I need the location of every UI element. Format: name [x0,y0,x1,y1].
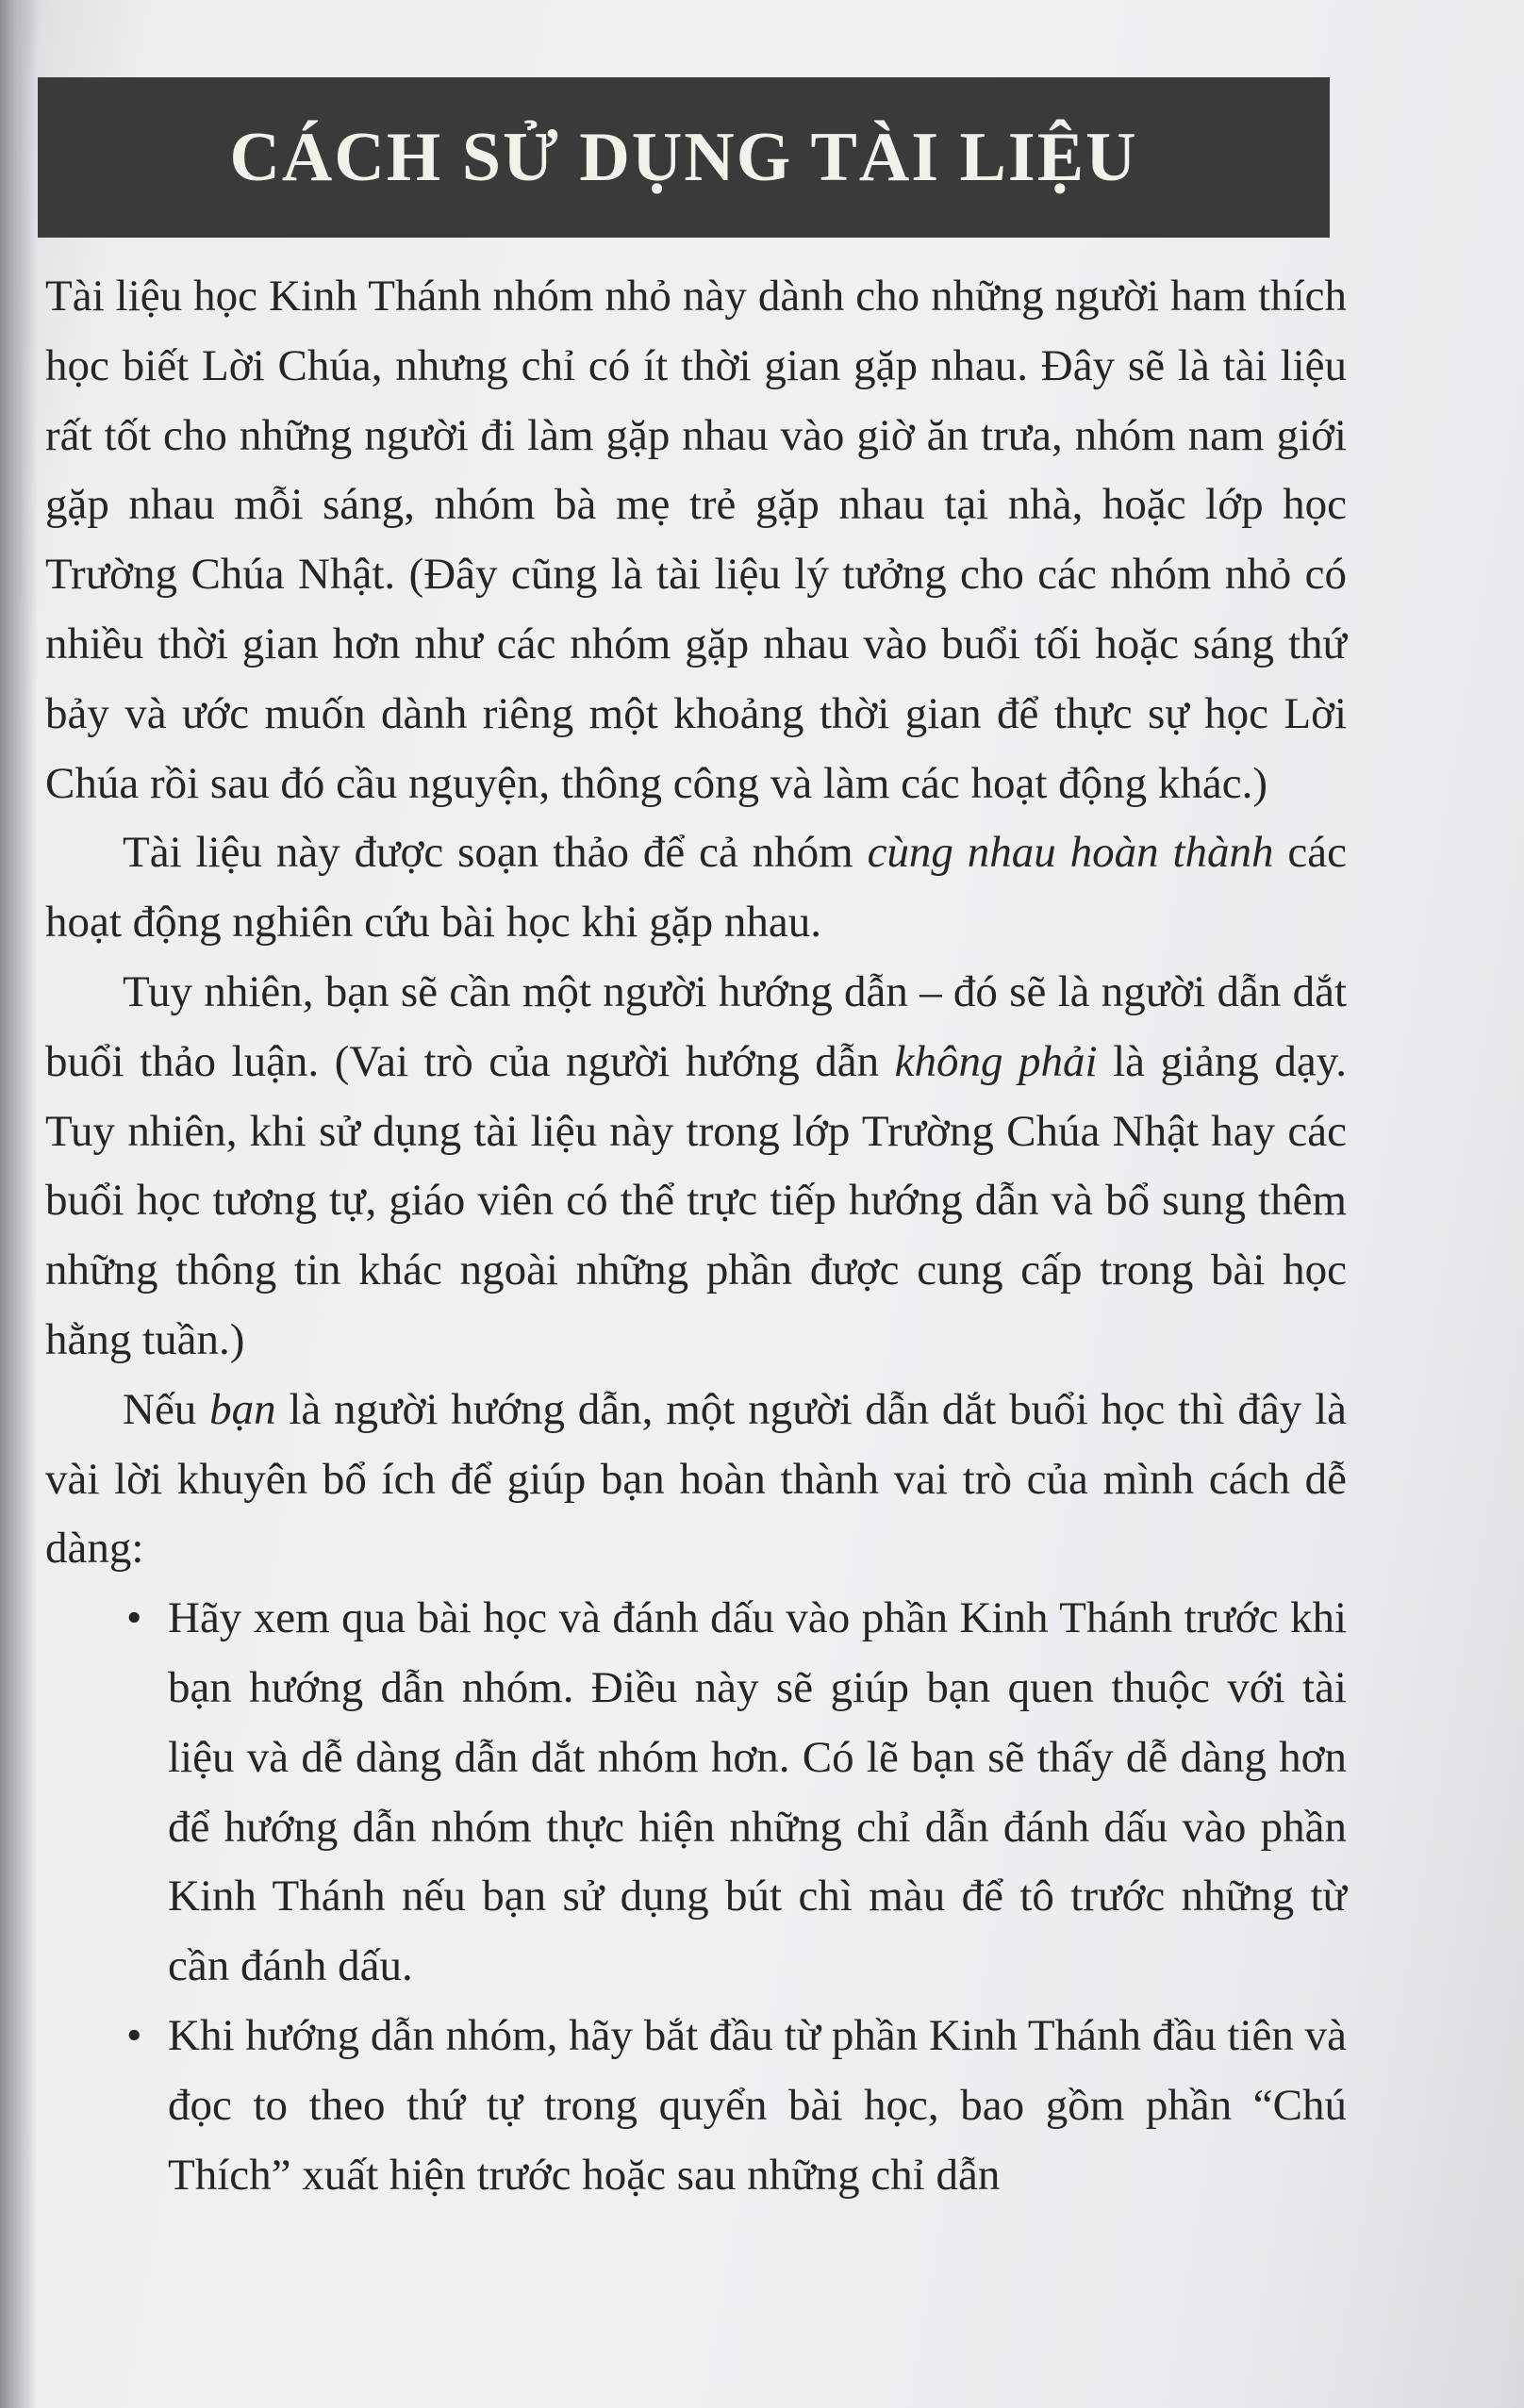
list-item [45,2002,1347,2210]
bullet-icon: • [126,1593,142,1643]
tips-list [45,1584,1347,2210]
bullet-icon: • [126,2010,142,2060]
paragraph-intro: Tài liệu học Kinh Thánh nhóm nhỏ này dành cho những người ham thích học biết Lời Chúa, nhưng chỉ có ít thời gian gặp nhau. Đây sẽ là tài liệu rất tốt cho những người đi làm gặp nhau vào giờ ăn trưa, nhóm nam giới gặp nhau mỗi sáng, nhóm bà mẹ trẻ gặp nhau tại nhà, hoặc lớp học Trường Chúa Nhật. (Đây cũng là tài liệu lý tưởng cho các nhóm nhỏ có nhiều thời gian hơn như các nhóm gặp nhau vào buổi tối hoặc sáng thứ bảy và ước muốn dành riêng một khoảng thời gian để thực sự học Lời Chúa rồi sau đó cầu nguyện, thông công và làm các hoạt động khác.) [45,272,1347,808]
list-item [45,1584,1347,2002]
paragraph-text: là giảng dạy. Tuy nhiên, khi sử dụng tài liệu này trong lớp Trường Chúa Nhật hay các buổi học tương tự, giáo viên có thể trực tiếp hướng dẫn và bổ sung thêm những thông tin khác ngoài những phần được cung cấp trong bài học hằng tuần.) [45,1036,1347,1364]
emphasis-text: cùng nhau hoàn thành [867,828,1274,878]
paragraph-text: Tài liệu này được soạn thảo để cả nhóm [123,828,868,878]
emphasis-text: không phải [894,1036,1098,1086]
paragraph-leader-tips [45,1376,1347,1584]
paragraph-leader-role [45,958,1347,1376]
paragraph-text: Nếu [123,1384,210,1434]
paragraph-group-completion [45,818,1347,958]
list-item-text: Hãy xem qua bài học và đánh dấu vào phần Kinh Thánh trước khi bạn hướng dẫn nhóm. Điều này sẽ giúp bạn quen thuộc với tài liệu và dễ dàng dẫn dắt nhóm hơn. Có lẽ bạn sẽ thấy dễ dàng hơn để hướng dẫn nhóm thực hiện những chỉ dẫn đánh dấu vào phần Kinh Thánh nếu bạn sử dụng bút chì màu để tô trước những từ cần đánh dấu. [168,1593,1347,1991]
paragraph-text: Tuy nhiên, bạn sẽ cần một người hướng dẫn – đó sẽ là người dẫn dắt buổi thảo luận. (Vai trò của người hướng dẫn [45,966,1347,1086]
page-gutter-shadow [0,0,38,2408]
body-text [45,262,1347,2210]
chapter-header-bar [38,77,1330,238]
list-item-text: Khi hướng dẫn nhóm, hãy bắt đầu từ phần Kinh Thánh đầu tiên và đọc to theo thứ tự trong quyển bài học, bao gồm phần “Chú Thích” xuất hiện trước hoặc sau những chỉ dẫn [168,2010,1347,2200]
paragraph-text: là người hướng dẫn, một người dẫn dắt buổi học thì đây là vài lời khuyên bổ ích để giúp bạn hoàn thành vai trò của mình cách dễ dàng: [45,1384,1347,1574]
emphasis-text: bạn [209,1384,276,1434]
chapter-title: CÁCH SỬ DỤNG TÀI LIỆU [229,118,1138,196]
paragraph-text: các hoạt động nghiên cứu bài học khi gặp nhau. [45,828,1347,948]
